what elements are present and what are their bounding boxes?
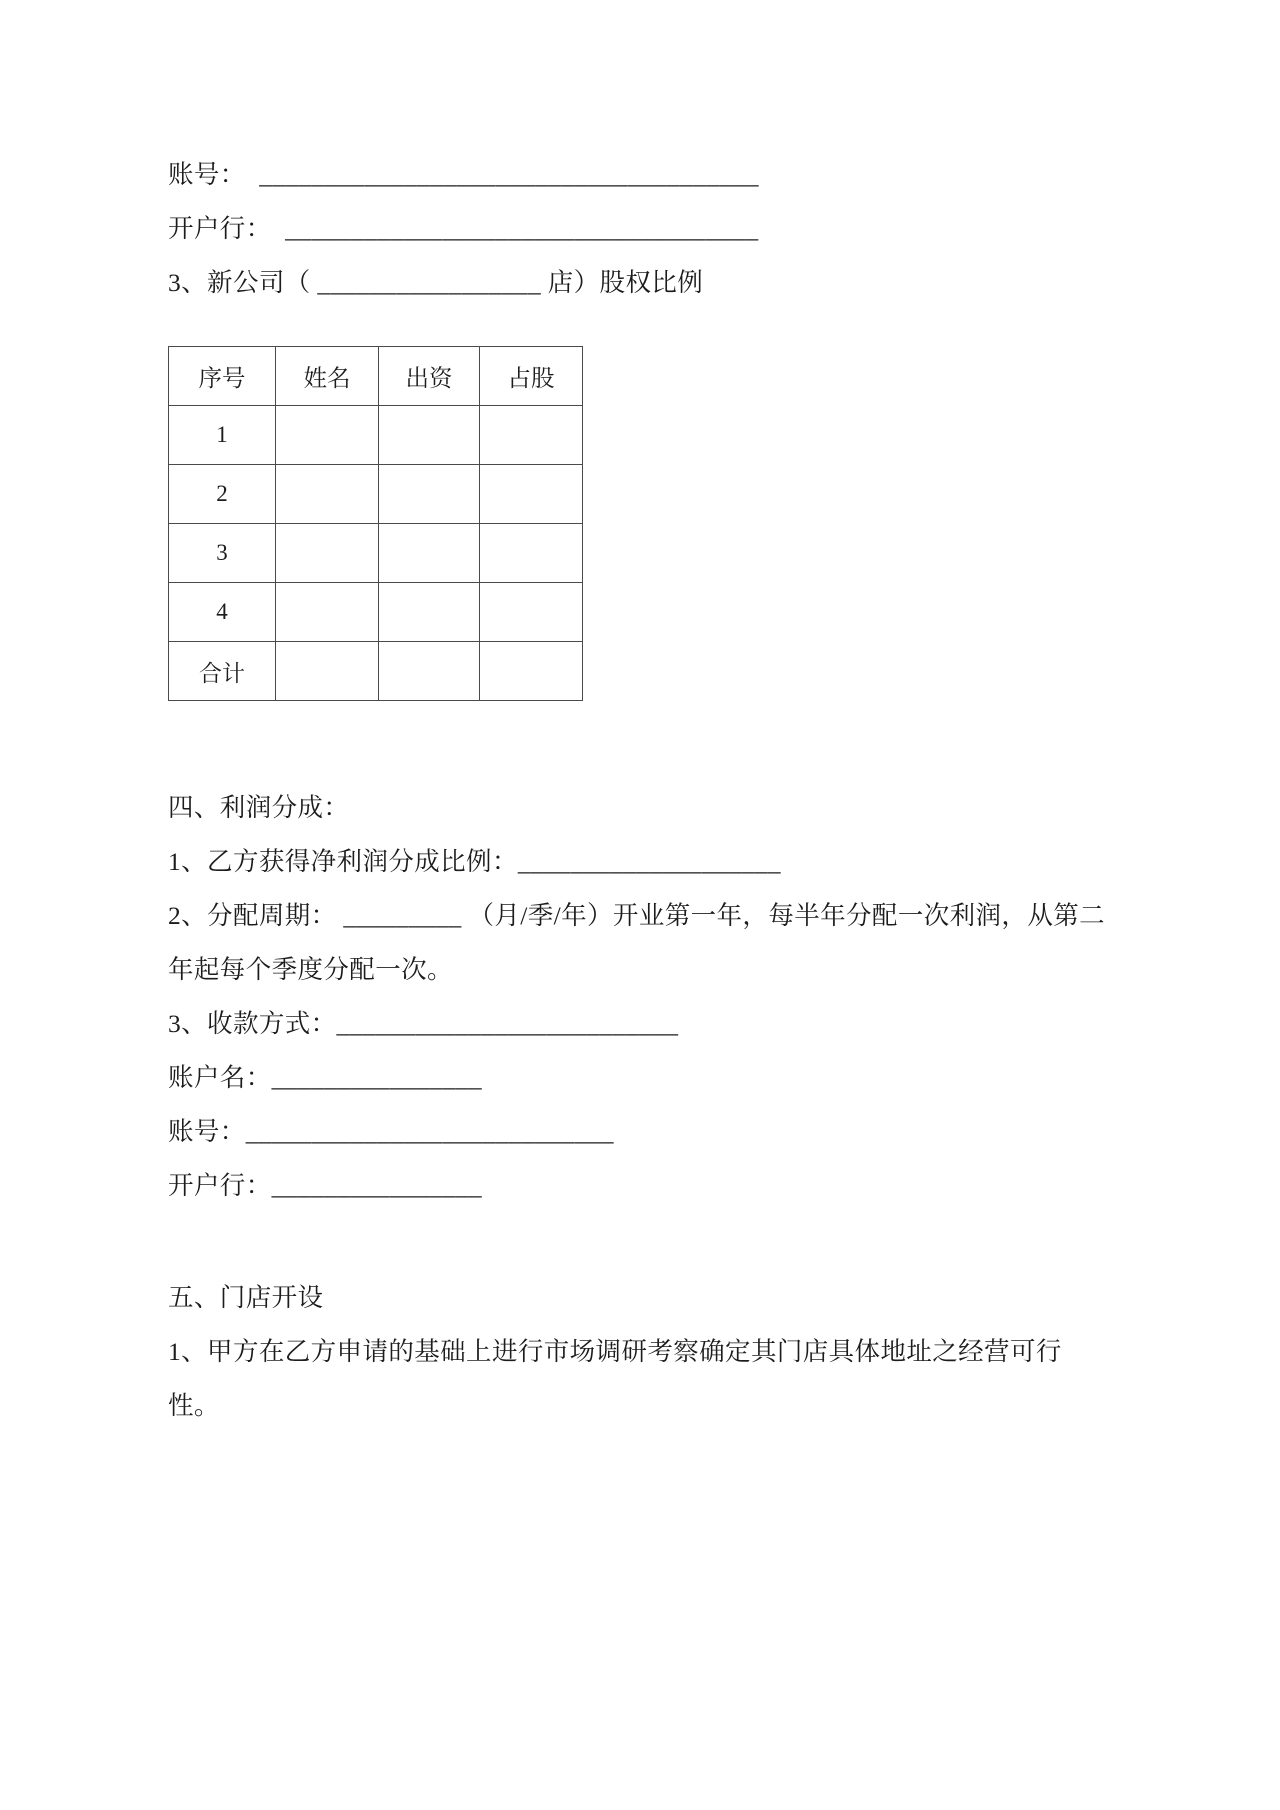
table-row bbox=[169, 524, 583, 583]
table-cell-index: 4 bbox=[169, 583, 276, 642]
table-cell-total-contribution[interactable] bbox=[379, 642, 480, 701]
table-cell-contribution[interactable] bbox=[379, 524, 480, 583]
table-cell-total-label: 合计 bbox=[169, 642, 276, 701]
table-header-index: 序号 bbox=[169, 347, 276, 406]
section-four-title: 四、利润分成： bbox=[168, 793, 350, 822]
equity-table bbox=[168, 346, 583, 701]
table-cell-name[interactable] bbox=[276, 583, 379, 642]
account-number-line: 账号：____________________________ bbox=[168, 1117, 614, 1146]
profit-ratio-line: 1、乙方获得净利润分成比例：____________________ bbox=[168, 847, 781, 876]
table-row-total bbox=[169, 642, 583, 701]
table-row bbox=[169, 583, 583, 642]
document-body bbox=[168, 148, 1112, 1433]
table-row bbox=[169, 406, 583, 465]
bank-name-line: 开户行：________________ bbox=[168, 1171, 483, 1200]
table-cell-index: 3 bbox=[169, 524, 276, 583]
table-cell-name[interactable] bbox=[276, 524, 379, 583]
table-cell-contribution[interactable] bbox=[379, 583, 480, 642]
spacer bbox=[168, 1213, 1112, 1271]
account-name-line: 账户名：________________ bbox=[168, 1063, 483, 1092]
table-cell-total-name[interactable] bbox=[276, 642, 379, 701]
table-header-row bbox=[169, 347, 583, 406]
table-cell-share[interactable] bbox=[480, 406, 583, 465]
distribution-cycle-line: 2、分配周期： _________ （月/季/年）开业第一年，每半年分配一次利润，从第二年起每个季度分配一次。 bbox=[168, 901, 1106, 984]
table-row bbox=[169, 465, 583, 524]
spacer bbox=[168, 705, 1112, 781]
table-cell-index: 2 bbox=[169, 465, 276, 524]
table-cell-name[interactable] bbox=[276, 465, 379, 524]
store-opening-item-1: 1、甲方在乙方申请的基础上进行市场调研考察确定其门店具体地址之经营可行性。 bbox=[168, 1337, 1062, 1420]
table-cell-index: 1 bbox=[169, 406, 276, 465]
table-cell-name[interactable] bbox=[276, 406, 379, 465]
table-cell-contribution[interactable] bbox=[379, 406, 480, 465]
table-cell-total-share[interactable] bbox=[480, 642, 583, 701]
bank-name-top-line: 开户行： ____________________________________ bbox=[168, 214, 759, 243]
new-company-equity-line: 3、新公司（ _________________ 店）股权比例 bbox=[168, 268, 704, 297]
table-cell-share[interactable] bbox=[480, 465, 583, 524]
payment-method-line: 3、收款方式：__________________________ bbox=[168, 1009, 679, 1038]
table-header-name: 姓名 bbox=[276, 347, 379, 406]
table-header-contribution: 出资 bbox=[379, 347, 480, 406]
table-header-share: 占股 bbox=[480, 347, 583, 406]
table-cell-contribution[interactable] bbox=[379, 465, 480, 524]
table-cell-share[interactable] bbox=[480, 524, 583, 583]
account-number-top-line: 账号： ______________________________________ bbox=[168, 160, 759, 189]
table-cell-share[interactable] bbox=[480, 583, 583, 642]
section-five-title: 五、门店开设 bbox=[168, 1283, 324, 1312]
